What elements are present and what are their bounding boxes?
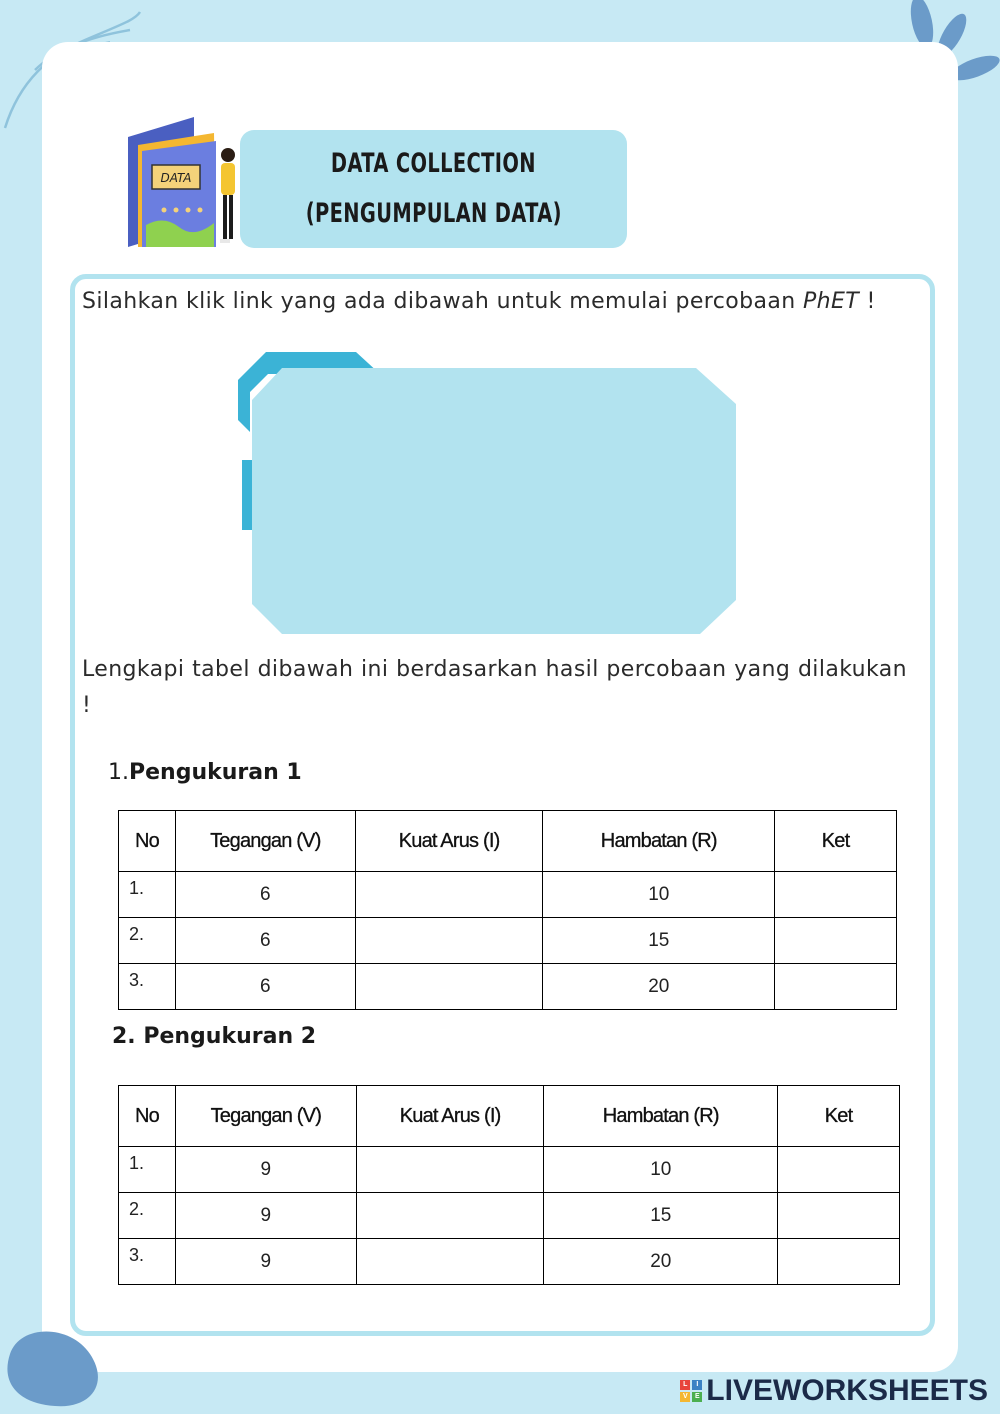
cell-voltage: 6 (175, 964, 355, 1010)
cell-no: 2. (119, 918, 176, 964)
bottom-left-blob-decoration (0, 1324, 110, 1414)
title-line-2: (PENGUMPULAN DATA) (305, 198, 562, 229)
header-current: Kuat Arus (I) (356, 1086, 544, 1147)
cell-no: 3. (119, 1239, 176, 1285)
cell-no: 1. (119, 872, 176, 918)
cell-current-input[interactable] (355, 872, 543, 918)
measurement-table-2 (118, 1085, 900, 1285)
title-line-1: DATA COLLECTION (330, 148, 537, 179)
header-notes: Ket (775, 811, 897, 872)
cell-no: 2. (119, 1193, 176, 1239)
cell-notes-input[interactable] (778, 1239, 900, 1285)
intro-paragraph (82, 284, 907, 320)
phet-link-placeholder[interactable] (238, 352, 738, 636)
cell-resistance: 15 (543, 918, 775, 964)
cell-current-input[interactable] (356, 1147, 544, 1193)
table-1-number: 1. (108, 760, 129, 785)
data-book-illustration (124, 115, 242, 250)
measurement-table-1 (118, 810, 897, 1010)
instruction-paragraph: Lengkapi tabel dibawah ini berdasarkan hasil percobaan yang dilakukan ! (82, 657, 907, 718)
table-2-heading (112, 1024, 316, 1049)
cell-voltage: 9 (175, 1193, 356, 1239)
table-row (119, 964, 897, 1010)
header-no: No (119, 1086, 176, 1147)
title-banner (240, 130, 627, 248)
table-row (119, 872, 897, 918)
table-row (119, 918, 897, 964)
table-1-heading (108, 760, 302, 785)
cell-no: 1. (119, 1147, 176, 1193)
cell-notes-input[interactable] (775, 918, 897, 964)
cell-voltage: 9 (175, 1147, 356, 1193)
table-row (119, 1193, 900, 1239)
cell-current-input[interactable] (356, 1193, 544, 1239)
table-row (119, 1239, 900, 1285)
cell-resistance: 15 (544, 1193, 778, 1239)
cell-notes-input[interactable] (775, 964, 897, 1010)
cell-voltage: 9 (175, 1239, 356, 1285)
illustration-label: DATA (160, 171, 192, 185)
cell-resistance: 20 (544, 1239, 778, 1285)
header-current: Kuat Arus (I) (355, 811, 543, 872)
intro-text: Silahkan klik link yang ada dibawah untuk memulai percobaan (82, 289, 796, 314)
intro-suffix: ! (859, 289, 876, 314)
table-row (119, 1147, 900, 1193)
header-notes: Ket (778, 1086, 900, 1147)
header-resistance: Hambatan (R) (543, 811, 775, 872)
header-voltage: Tegangan (V) (175, 811, 355, 872)
cell-resistance: 10 (543, 872, 775, 918)
cell-notes-input[interactable] (775, 872, 897, 918)
cell-voltage: 6 (175, 872, 355, 918)
cell-resistance: 10 (544, 1147, 778, 1193)
cell-no: 3. (119, 964, 176, 1010)
cell-current-input[interactable] (355, 918, 543, 964)
table-2-title: Pengukuran 2 (143, 1024, 317, 1049)
liveworksheets-brand[interactable] (680, 1374, 988, 1408)
cell-notes-input[interactable] (778, 1193, 900, 1239)
cell-current-input[interactable] (356, 1239, 544, 1285)
liveworksheets-logo-icon: L I V E (680, 1380, 702, 1402)
cell-voltage: 6 (175, 918, 355, 964)
header-no: No (119, 811, 176, 872)
header-voltage: Tegangan (V) (175, 1086, 356, 1147)
brand-text: LIVEWORKSHEETS (706, 1374, 988, 1407)
table-header-row (119, 811, 897, 872)
table-2-number: 2. (112, 1024, 136, 1049)
table-1-title: Pengukuran 1 (129, 760, 302, 785)
table-header-row (119, 1086, 900, 1147)
cell-notes-input[interactable] (778, 1147, 900, 1193)
header-resistance: Hambatan (R) (544, 1086, 778, 1147)
phet-italic-text: PhET (802, 289, 860, 314)
cell-resistance: 20 (543, 964, 775, 1010)
cell-current-input[interactable] (355, 964, 543, 1010)
